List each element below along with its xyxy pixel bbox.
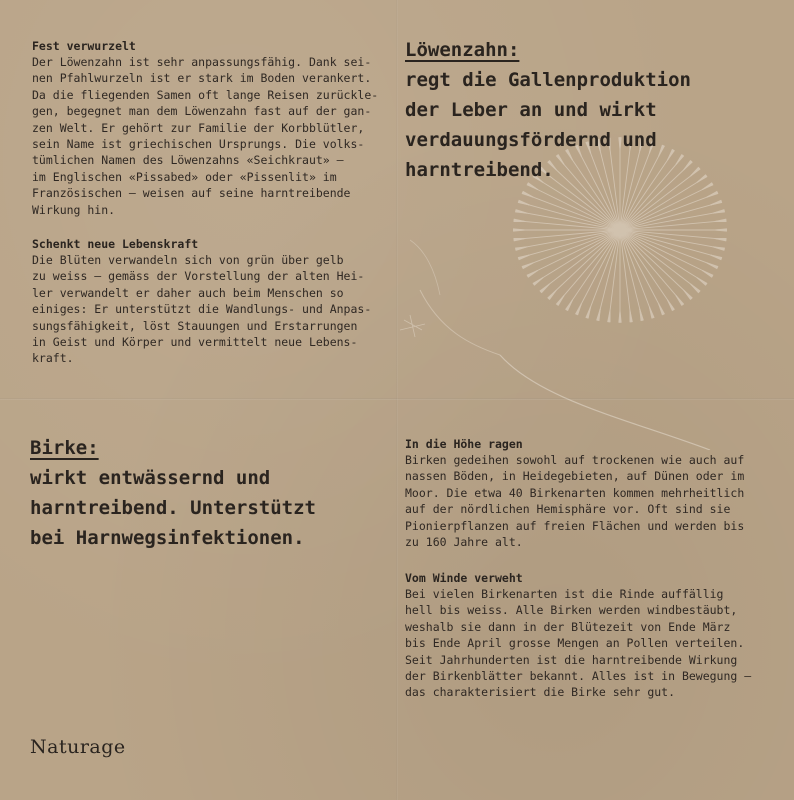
loewenzahn-text: regt die Gallenproduktion der Leber an und wirkt verdauungsfördernd und harntreibend.: [405, 69, 691, 181]
section-heading: In die Höhe ragen: [405, 437, 523, 451]
section-body: Bei vielen Birkenarten ist die Rinde auffällig hell bis weiss. Alle Birken werden windbestäubt, weshalb sie dann in der Blütezeit von Ende März bis Ende April grosse Mengen an Pollen verteilen. Seit Jahrhunderten ist die harntreibende Wirkung der Birkenblätter bekannt. Alles ist in Bewegung – das charakterisiert die Birke sehr gut.: [405, 587, 752, 700]
section-fest-verwurzelt: [32, 38, 382, 218]
section-body: Die Blüten verwandeln sich von grün über gelb zu weiss – gemäss der Vorstellung der alten Hei- ler verwandelt er daher auch beim Menschen so einiges: Er unterstützt die Wandlungs- und Anpas- sungsfähigkeit, löst Stauungen und Erstarrungen in Geist und Körper und vermittelt neue Lebens- kraft.: [32, 253, 372, 366]
loewenzahn-summary: [405, 35, 775, 185]
loewenzahn-title: Löwenzahn:: [405, 39, 520, 61]
section-hoehe-ragen: [405, 436, 785, 550]
paper-fold-vertical: [396, 0, 398, 800]
section-neue-lebenskraft: [32, 236, 382, 367]
section-heading: Fest verwurzelt: [32, 39, 136, 53]
section-heading: Vom Winde verweht: [405, 571, 523, 585]
section-body: Birken gedeihen sowohl auf trockenen wie auch auf nassen Böden, in Heidegebieten, auf Dünen oder im Moor. Die etwa 40 Birkenarten kommen mehrheitlich auf der nördlichen Hemisphäre vor. Oft sind sie Pionierpflanzen auf freien Flächen und werden bis zu 160 Jahre alt.: [405, 453, 745, 550]
birke-summary: [30, 433, 390, 553]
birke-text: wirkt entwässernd und harntreibend. Unterstützt bei Harnwegsinfektionen.: [30, 467, 316, 549]
section-heading: Schenkt neue Lebenskraft: [32, 237, 199, 251]
section-winde-verweht: [405, 570, 785, 701]
naturage-logo: Naturage: [30, 736, 126, 758]
birke-title: Birke:: [30, 437, 99, 459]
section-body: Der Löwenzahn ist sehr anpassungsfähig. Dank sei- nen Pfahlwurzeln ist er stark im Boden verankert. Da die fliegenden Samen oft lange Reisen zurückle- gen, begegnet man dem Löwenzahn fast auf der gan- zen Welt. Er gehört zur Familie der Korbblütler, sein Name ist griechischen Ursprungs. Die volks- tümlichen Namen des Löwenzahns «Seichkraut» – im Englischen «Pissabed» oder «Pissenlit» im Französischen – weisen auf seine harntreibende Wirkung hin.: [32, 55, 379, 217]
